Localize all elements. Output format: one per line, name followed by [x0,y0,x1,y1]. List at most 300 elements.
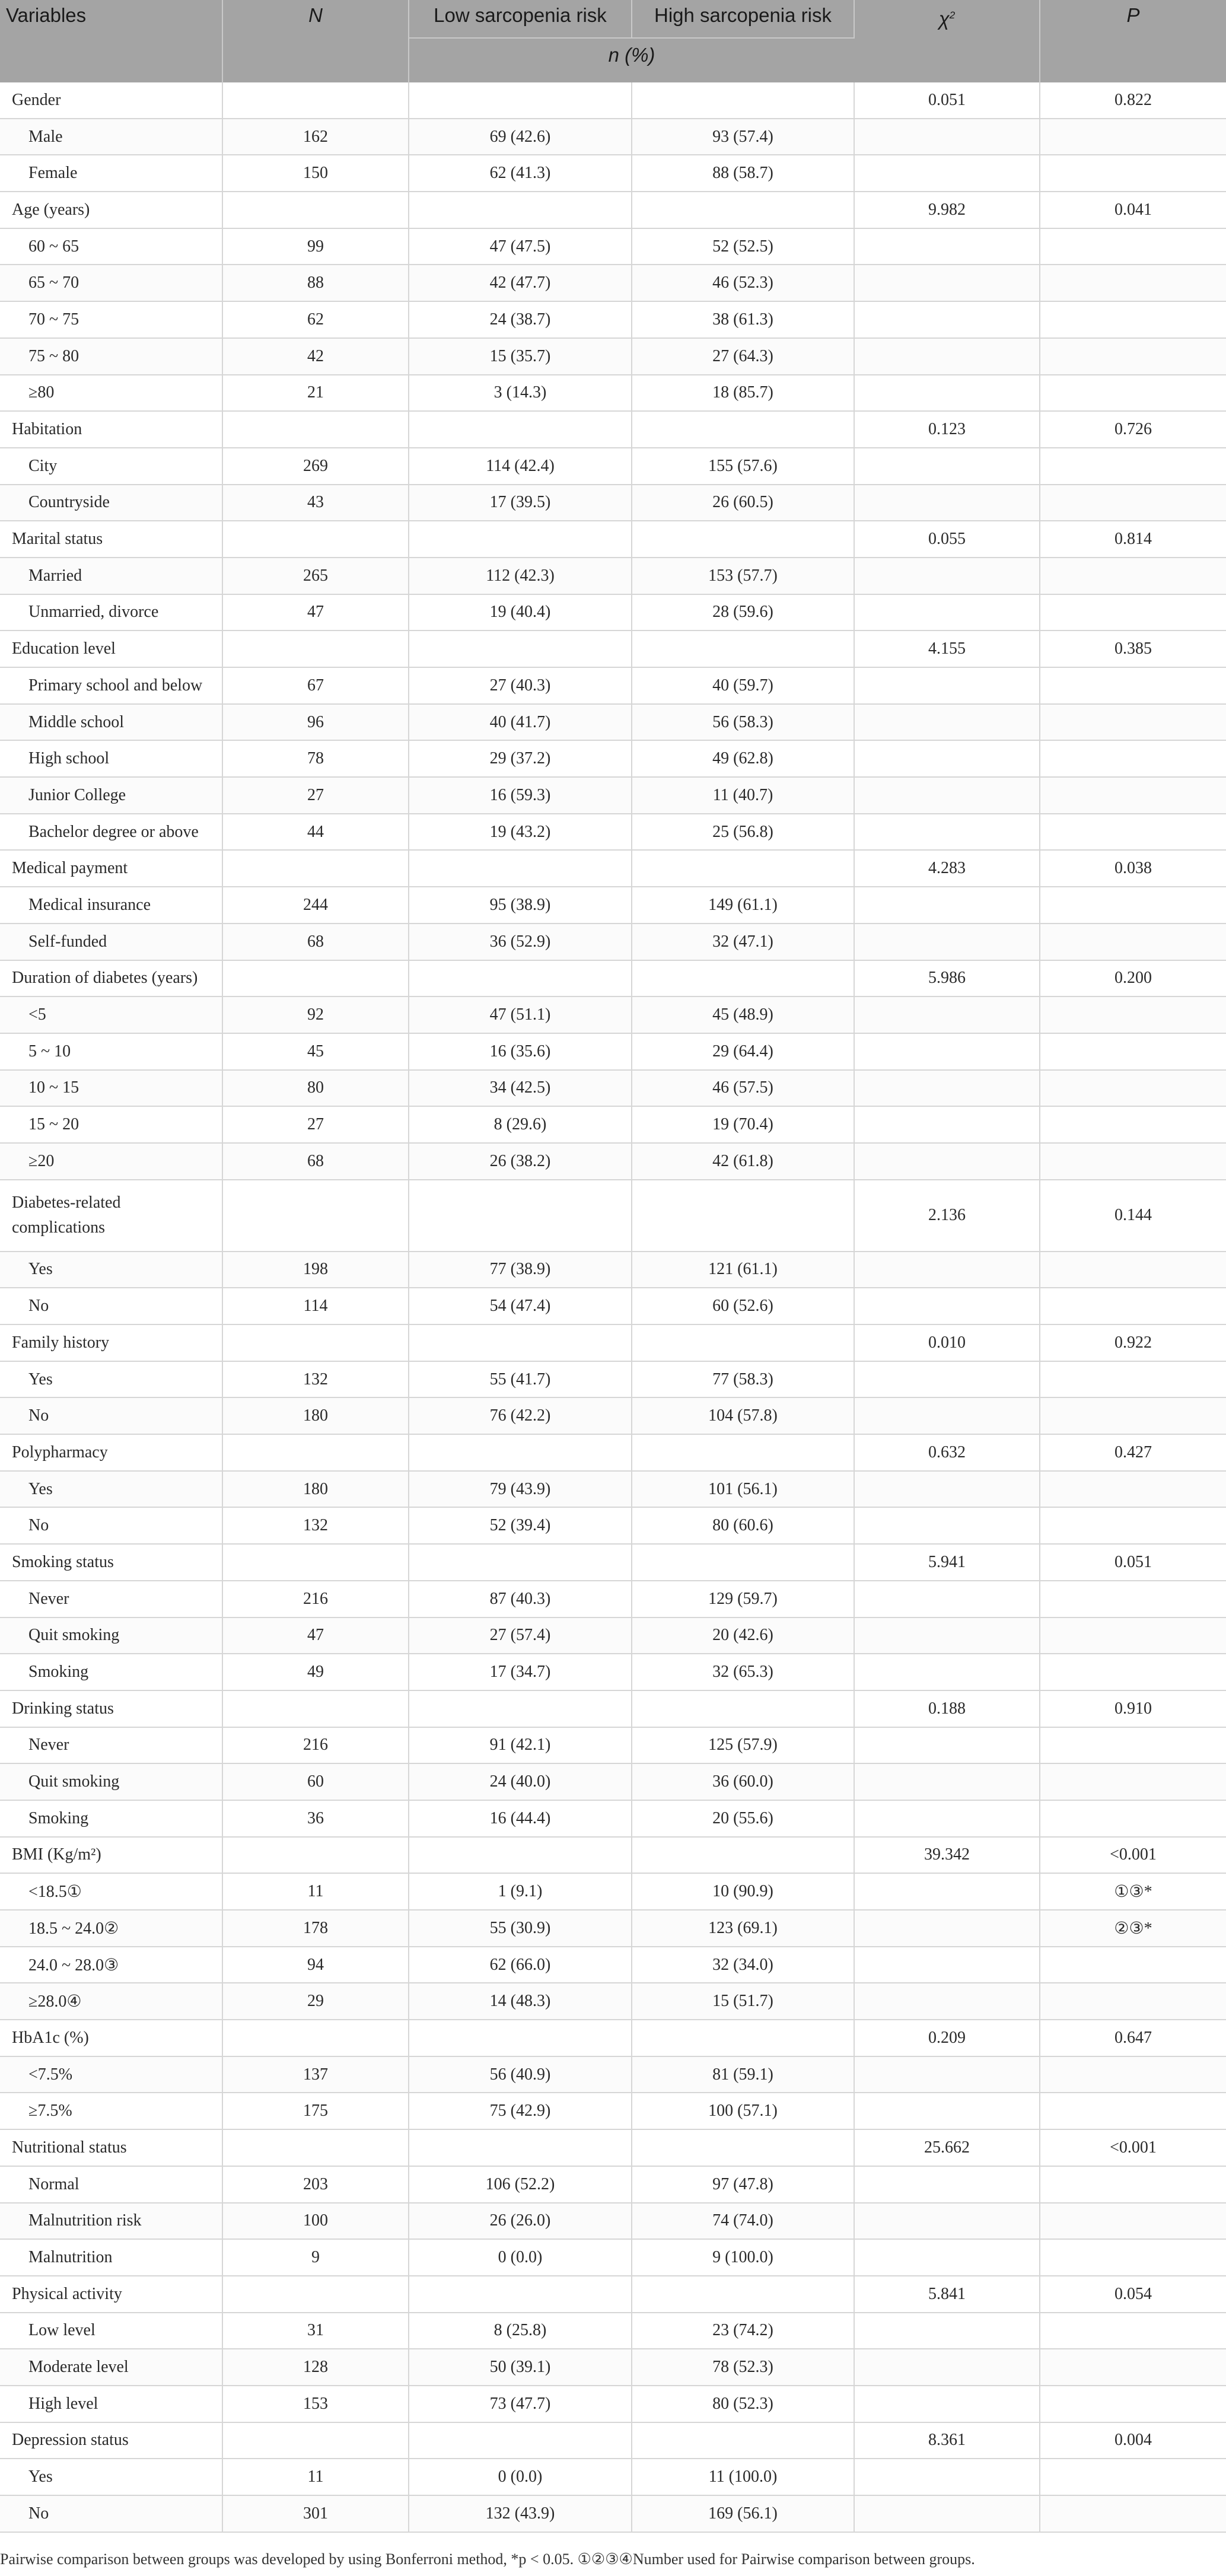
cell-low-risk: 91 (42.1) [409,1727,632,1764]
cell-p-value [1040,996,1226,1033]
row-label: Self-funded [0,924,222,960]
cell-high-risk [632,1434,854,1471]
cell-chi-square [854,228,1040,265]
cell-p-value [1040,2459,1226,2495]
cell-low-risk: 1 (9.1) [409,1873,632,1910]
table-row [0,2239,1226,2276]
cell-p-value [1040,2349,1226,2386]
cell-chi-square: 0.188 [854,1690,1040,1727]
cell-p-value [1040,119,1226,155]
cell-p-value [1040,2093,1226,2129]
category-row [0,960,1226,997]
cell-high-risk: 46 (57.5) [632,1070,854,1107]
cell-p-value [1040,1397,1226,1434]
cell-low-risk: 56 (40.9) [409,2056,632,2093]
cell-high-risk [632,1690,854,1727]
cell-chi-square [854,119,1040,155]
cell-high-risk: 40 (59.7) [632,667,854,704]
cell-high-risk: 149 (61.1) [632,887,854,924]
row-label: Bachelor degree or above [0,814,222,851]
cell-p-value [1040,814,1226,851]
cell-low-risk: 62 (41.3) [409,155,632,192]
row-label: Female [0,155,222,192]
cell-low-risk: 69 (42.6) [409,119,632,155]
cell-n [222,82,409,119]
row-label: Diabetes-related complications [0,1180,222,1252]
cell-n: 175 [222,2093,409,2129]
row-label: Age (years) [0,192,222,228]
category-row [0,2422,1226,2459]
table-row [0,2459,1226,2495]
cell-chi-square [854,1581,1040,1617]
cell-chi-square [854,1617,1040,1654]
cell-high-risk [632,1324,854,1361]
cell-low-risk [409,1180,632,1252]
table-row [0,338,1226,375]
cell-low-risk: 50 (39.1) [409,2349,632,2386]
cell-chi-square [854,740,1040,777]
cell-chi-square: 5.986 [854,960,1040,997]
cell-p-value [1040,1983,1226,2020]
cell-high-risk: 11 (100.0) [632,2459,854,2495]
category-row [0,1544,1226,1581]
table-row [0,448,1226,485]
cell-n: 62 [222,301,409,338]
cell-low-risk [409,2020,632,2056]
header-unit: n (%) [409,38,854,82]
table-row [0,777,1226,814]
cell-p-value [1040,777,1226,814]
cell-n: 88 [222,265,409,301]
table-row [0,1507,1226,1544]
cell-chi-square [854,301,1040,338]
table-row [0,1983,1226,2020]
cell-p-value: 0.051 [1040,1544,1226,1581]
cell-n: 31 [222,2313,409,2349]
cell-chi-square [854,704,1040,741]
cell-p-value [1040,924,1226,960]
cell-n: 216 [222,1727,409,1764]
cell-high-risk: 18 (85.7) [632,375,854,412]
header-low-risk: Low sarcopenia risk [409,0,632,38]
row-label: Gender [0,82,222,119]
cell-low-risk: 34 (42.5) [409,1070,632,1107]
cell-chi-square [854,1910,1040,1947]
cell-low-risk: 36 (52.9) [409,924,632,960]
cell-n [222,2020,409,2056]
table-row [0,594,1226,631]
row-label: 10 ~ 15 [0,1070,222,1107]
cell-p-value: 0.427 [1040,1434,1226,1471]
cell-low-risk [409,631,632,667]
table-body [0,82,1226,2532]
row-label: Smoking status [0,1544,222,1581]
cell-n: 99 [222,228,409,265]
cell-n: 49 [222,1654,409,1690]
cell-p-value [1040,228,1226,265]
category-row [0,2020,1226,2056]
row-label: Habitation [0,411,222,448]
cell-chi-square [854,1727,1040,1764]
cell-p-value [1040,594,1226,631]
cell-chi-square [854,1800,1040,1837]
cell-n: 29 [222,1983,409,2020]
table-row [0,1397,1226,1434]
category-row [0,82,1226,119]
row-label: Smoking [0,1654,222,1690]
cell-n: 11 [222,1873,409,1910]
cell-n: 94 [222,1947,409,1983]
cell-chi-square [854,1947,1040,1983]
row-label: Low level [0,2313,222,2349]
cell-high-risk [632,960,854,997]
row-label: <7.5% [0,2056,222,2093]
cell-n [222,1837,409,1874]
row-label: ≥20 [0,1143,222,1180]
cell-chi-square [854,667,1040,704]
cell-p-value [1040,2203,1226,2240]
cell-chi-square: 0.632 [854,1434,1040,1471]
table-row [0,1106,1226,1143]
table-footnote: Pairwise comparison between groups was developed by using Bonferroni method, *p < 0.05. ①②③④Number used for Pairwise comparison between groups. [0,2550,975,2568]
header-chi-sup: 2 [949,9,956,21]
cell-high-risk: 11 (40.7) [632,777,854,814]
cell-low-risk: 0 (0.0) [409,2459,632,2495]
table-row [0,1654,1226,1690]
cell-n [222,1544,409,1581]
cell-low-risk: 47 (51.1) [409,996,632,1033]
cell-low-risk: 62 (66.0) [409,1947,632,1983]
cell-low-risk: 26 (26.0) [409,2203,632,2240]
cell-high-risk [632,631,854,667]
header-variables: Variables [0,0,222,82]
cell-p-value [1040,1654,1226,1690]
cell-high-risk: 81 (59.1) [632,2056,854,2093]
cell-low-risk: 40 (41.7) [409,704,632,741]
cell-n [222,1434,409,1471]
cell-chi-square [854,1507,1040,1544]
row-label: 5 ~ 10 [0,1033,222,1070]
cell-n: 80 [222,1070,409,1107]
cell-low-risk: 8 (29.6) [409,1106,632,1143]
row-label: <18.5① [0,1873,222,1910]
table-row [0,1471,1226,1508]
table-row [0,2313,1226,2349]
cell-high-risk: 104 (57.8) [632,1397,854,1434]
cell-low-risk [409,2129,632,2166]
category-row [0,521,1226,558]
table-row [0,1033,1226,1070]
cell-chi-square [854,887,1040,924]
cell-n: 180 [222,1397,409,1434]
cell-low-risk [409,82,632,119]
row-label: No [0,1507,222,1544]
row-label: No [0,1288,222,1324]
cell-chi-square [854,1471,1040,1508]
cell-high-risk: 28 (59.6) [632,594,854,631]
header-chi-base: χ [938,8,950,30]
cell-p-value [1040,1581,1226,1617]
cell-high-risk: 74 (74.0) [632,2203,854,2240]
cell-chi-square [854,1106,1040,1143]
table-row [0,996,1226,1033]
cell-n [222,2129,409,2166]
cell-high-risk: 49 (62.8) [632,740,854,777]
cell-chi-square [854,2313,1040,2349]
cell-chi-square [854,1763,1040,1800]
cell-low-risk [409,2422,632,2459]
row-label: Yes [0,1471,222,1508]
cell-chi-square [854,485,1040,521]
cell-p-value [1040,1947,1226,1983]
cell-low-risk: 132 (43.9) [409,2495,632,2532]
cell-n [222,631,409,667]
cell-n: 162 [222,119,409,155]
cell-n: 45 [222,1033,409,1070]
cell-p-value [1040,1361,1226,1398]
cell-n: 67 [222,667,409,704]
cell-high-risk: 169 (56.1) [632,2495,854,2532]
cell-low-risk [409,1324,632,1361]
category-row [0,850,1226,887]
cell-low-risk: 17 (39.5) [409,485,632,521]
row-label: Medical payment [0,850,222,887]
row-label: 15 ~ 20 [0,1106,222,1143]
cell-chi-square [854,2459,1040,2495]
cell-low-risk: 16 (59.3) [409,777,632,814]
row-label: Countryside [0,485,222,521]
cell-chi-square: 4.155 [854,631,1040,667]
row-label: Malnutrition risk [0,2203,222,2240]
cell-chi-square [854,996,1040,1033]
cell-n [222,2422,409,2459]
table-row [0,1361,1226,1398]
cell-n: 27 [222,1106,409,1143]
cell-p-value: 0.822 [1040,82,1226,119]
cell-chi-square [854,1288,1040,1324]
cell-low-risk [409,960,632,997]
cell-p-value [1040,1070,1226,1107]
table-row [0,1763,1226,1800]
cell-chi-square: 25.662 [854,2129,1040,2166]
row-label: 24.0 ~ 28.0③ [0,1947,222,1983]
cell-n: 60 [222,1763,409,1800]
cell-n [222,1180,409,1252]
cell-high-risk: 77 (58.3) [632,1361,854,1398]
table-row [0,1873,1226,1910]
category-row [0,411,1226,448]
table-row [0,301,1226,338]
cell-chi-square: 0.123 [854,411,1040,448]
cell-low-risk: 106 (52.2) [409,2166,632,2203]
cell-low-risk: 73 (47.7) [409,2386,632,2422]
cell-n: 96 [222,704,409,741]
row-label: Duration of diabetes (years) [0,960,222,997]
cell-low-risk: 27 (40.3) [409,667,632,704]
cell-high-risk: 123 (69.1) [632,1910,854,1947]
row-label: Quit smoking [0,1617,222,1654]
row-label: Drinking status [0,1690,222,1727]
cell-chi-square [854,338,1040,375]
cell-p-value: 0.144 [1040,1180,1226,1252]
cell-chi-square: 0.055 [854,521,1040,558]
cell-high-risk: 26 (60.5) [632,485,854,521]
row-label: Nutritional status [0,2129,222,2166]
cell-high-risk: 32 (34.0) [632,1947,854,1983]
cell-p-value [1040,2313,1226,2349]
cell-p-value [1040,1800,1226,1837]
table-row [0,1288,1226,1324]
cell-high-risk: 155 (57.6) [632,448,854,485]
cell-p-value [1040,265,1226,301]
row-label: Depression status [0,2422,222,2459]
cell-p-value [1040,1617,1226,1654]
cell-low-risk [409,192,632,228]
cell-n: 216 [222,1581,409,1617]
cell-n: 92 [222,996,409,1033]
cell-high-risk: 56 (58.3) [632,704,854,741]
cell-chi-square [854,1397,1040,1434]
table-row [0,119,1226,155]
cell-chi-square [854,2203,1040,2240]
cell-chi-square [854,2495,1040,2532]
cell-p-value [1040,2166,1226,2203]
cell-low-risk: 8 (25.8) [409,2313,632,2349]
category-row [0,1324,1226,1361]
cell-chi-square [854,1361,1040,1398]
table-row [0,740,1226,777]
cell-p-value [1040,2495,1226,2532]
cell-low-risk [409,1690,632,1727]
cell-n: 68 [222,924,409,960]
cell-chi-square: 2.136 [854,1180,1040,1252]
cell-p-value [1040,485,1226,521]
table-row [0,1910,1226,1947]
cell-high-risk: 88 (58.7) [632,155,854,192]
cell-p-value [1040,1143,1226,1180]
cell-n [222,1690,409,1727]
cell-n: 9 [222,2239,409,2276]
cell-high-risk [632,2276,854,2313]
cell-low-risk: 114 (42.4) [409,448,632,485]
cell-high-risk: 45 (48.9) [632,996,854,1033]
table-row [0,814,1226,851]
cell-low-risk: 87 (40.3) [409,1581,632,1617]
cell-high-risk: 15 (51.7) [632,1983,854,2020]
cell-high-risk: 80 (52.3) [632,2386,854,2422]
cell-high-risk [632,1544,854,1581]
cell-n: 21 [222,375,409,412]
row-label: Physical activity [0,2276,222,2313]
cell-chi-square [854,1873,1040,1910]
cell-chi-square [854,1983,1040,2020]
row-label: Education level [0,631,222,667]
cell-p-value [1040,704,1226,741]
cell-low-risk: 55 (41.7) [409,1361,632,1398]
cell-low-risk: 77 (38.9) [409,1252,632,1288]
cell-n: 47 [222,1617,409,1654]
cell-high-risk: 36 (60.0) [632,1763,854,1800]
row-label: 70 ~ 75 [0,301,222,338]
table-row [0,2203,1226,2240]
table-row [0,558,1226,594]
cell-high-risk: 100 (57.1) [632,2093,854,2129]
table-row [0,2495,1226,2532]
table-row [0,704,1226,741]
cell-high-risk [632,2020,854,2056]
cell-low-risk: 54 (47.4) [409,1288,632,1324]
cell-n: 178 [222,1910,409,1947]
cell-p-value: 0.922 [1040,1324,1226,1361]
table-row [0,1143,1226,1180]
row-label: Normal [0,2166,222,2203]
cell-n [222,411,409,448]
cell-low-risk [409,411,632,448]
cell-high-risk: 97 (47.8) [632,2166,854,2203]
cell-low-risk: 26 (38.2) [409,1143,632,1180]
cell-high-risk: 52 (52.5) [632,228,854,265]
cell-p-value: ①③* [1040,1873,1226,1910]
cell-high-risk: 29 (64.4) [632,1033,854,1070]
cell-high-risk: 78 (52.3) [632,2349,854,2386]
cell-p-value [1040,1727,1226,1764]
cell-high-risk: 25 (56.8) [632,814,854,851]
category-row [0,1837,1226,1874]
category-row [0,2276,1226,2313]
cell-p-value [1040,1252,1226,1288]
cell-chi-square [854,2056,1040,2093]
cell-low-risk [409,521,632,558]
cell-chi-square [854,594,1040,631]
row-label: Married [0,558,222,594]
cell-chi-square: 9.982 [854,192,1040,228]
category-row [0,631,1226,667]
cell-p-value: 0.041 [1040,192,1226,228]
table-row [0,2349,1226,2386]
cell-high-risk: 125 (57.9) [632,1727,854,1764]
cell-p-value [1040,558,1226,594]
cell-chi-square [854,1070,1040,1107]
cell-high-risk: 153 (57.7) [632,558,854,594]
row-label: HbA1c (%) [0,2020,222,2056]
cell-low-risk: 16 (35.6) [409,1033,632,1070]
cell-n: 44 [222,814,409,851]
cell-n: 265 [222,558,409,594]
cell-p-value: 0.385 [1040,631,1226,667]
row-label: Smoking [0,1800,222,1837]
cell-high-risk: 32 (65.3) [632,1654,854,1690]
cell-p-value [1040,667,1226,704]
row-label: 60 ~ 65 [0,228,222,265]
row-label: No [0,1397,222,1434]
cell-high-risk [632,2129,854,2166]
table-row [0,1947,1226,1983]
cell-high-risk: 9 (100.0) [632,2239,854,2276]
row-label: Never [0,1727,222,1764]
table-row [0,1800,1226,1837]
header-n: N [222,0,409,82]
cell-chi-square [854,814,1040,851]
cell-chi-square: 8.361 [854,2422,1040,2459]
cell-p-value [1040,1288,1226,1324]
cell-n: 269 [222,448,409,485]
cell-n: 68 [222,1143,409,1180]
cell-high-risk: 129 (59.7) [632,1581,854,1617]
cell-n: 137 [222,2056,409,2093]
cell-chi-square [854,924,1040,960]
cell-p-value: 0.647 [1040,2020,1226,2056]
row-label: Primary school and below [0,667,222,704]
